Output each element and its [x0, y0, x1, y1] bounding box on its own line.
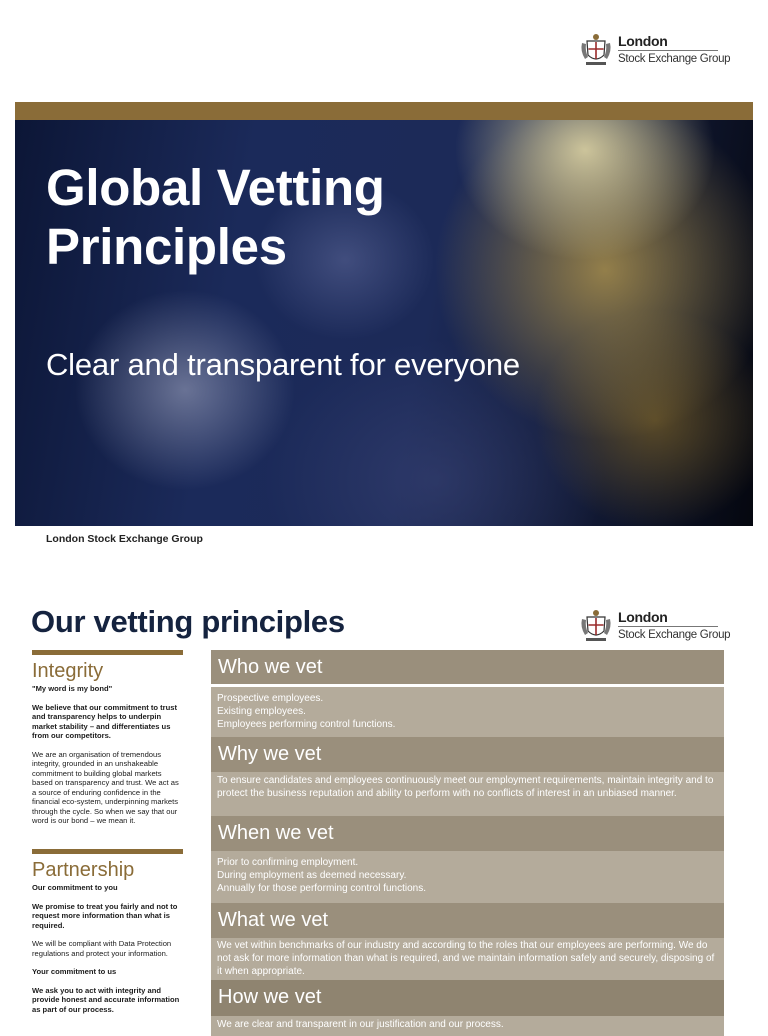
lseg-logo-page: [578, 607, 730, 643]
section-what-line: We vet within benchmarks of our industry and according to the roles that our employees are performing. We do not ask for more information than what is required, and we maintain information safely and securely, disposing of it when appropriate.: [217, 940, 715, 977]
vetting-panel: [211, 650, 724, 1030]
section-why-title: Why we vet: [211, 737, 724, 772]
section-who-title: Who we vet: [211, 650, 724, 687]
partnership-bold1: We promise to treat you fairly and not to request more information than what is required.: [32, 901, 178, 930]
integrity-body: We are an organisation of tremendous integrity, grounded in an unshakeable commitment to building global markets based on transparency and trust. We act as a source of enduring confidence in the financial eco-system, underpinning markets through the cycle. So when we say that our word is our bond – we mean it.: [32, 749, 179, 825]
cover-title-line1: Global Vetting: [46, 159, 385, 216]
page-heading: Our vetting principles: [31, 604, 345, 639]
logo-line1: London: [618, 32, 668, 49]
cover-subtitle: Clear and transparent for everyone: [46, 347, 520, 382]
lseg-logo-top: [578, 31, 730, 67]
section-why-body: [211, 772, 724, 816]
section-how-line: We are clear and transparent in our justification and our process.: [217, 1019, 504, 1030]
cover-gold-bar: [15, 102, 753, 120]
partnership-sub1: Our commitment to you: [32, 883, 118, 892]
logo-divider: [618, 626, 718, 627]
integrity-bold: We believe that our commitment to trust and transparency helps to underpin market stability – and differentiates us from our competitors.: [32, 702, 178, 740]
section-who-body: [211, 687, 724, 737]
section-why-line: To ensure candidates and employees continuously meet our employment requirements, maintain integrity and to protect the business reputation and ability to perform with no conflicts of interest in an unbiased manner.: [217, 775, 714, 799]
section-what-title: What we vet: [211, 903, 724, 938]
section-how-title: How we vet: [211, 980, 724, 1016]
partnership-section: [32, 849, 183, 1014]
logo-line2: Stock Exchange Group: [618, 628, 731, 641]
partnership-body1: We will be compliant with Data Protection regulations and protect your information.: [32, 939, 172, 958]
logo-line2: Stock Exchange Group: [618, 52, 731, 65]
partnership-sub2: Your commitment to us: [32, 967, 117, 976]
section-when-title: When we vet: [211, 816, 724, 851]
integrity-section: [32, 650, 183, 826]
section-how-body: [211, 1016, 724, 1036]
cover-hero-image: [15, 120, 753, 526]
integrity-title: Integrity: [32, 660, 104, 682]
integrity-divider: [32, 650, 183, 655]
cover-caption: London Stock Exchange Group: [46, 533, 203, 545]
cover-title-line2: Principles: [46, 218, 287, 275]
section-what-body: [211, 938, 724, 980]
section-when-line: Annually for those performing control functions.: [217, 883, 426, 894]
section-who-line: Prospective employees.: [217, 693, 324, 704]
section-when-line: Prior to confirming employment.: [217, 857, 359, 868]
logo-wordmark: [618, 33, 730, 66]
partnership-title: Partnership: [32, 859, 135, 881]
cover-title: [46, 158, 385, 276]
logo-divider: [618, 50, 718, 51]
section-when-body: [211, 851, 724, 903]
coat-of-arms-icon: [578, 607, 614, 643]
section-who-line: Existing employees.: [217, 706, 306, 717]
logo-line1: London: [618, 608, 668, 625]
section-who-line: Employees performing control functions.: [217, 719, 396, 730]
section-when-line: During employment as deemed necessary.: [217, 870, 407, 881]
integrity-quote: "My word is my bond": [32, 684, 113, 693]
partnership-bold2: We ask you to act with integrity and provide honest and accurate information as part of our process.: [32, 985, 180, 1014]
logo-wordmark: [618, 609, 730, 642]
partnership-divider: [32, 849, 183, 854]
coat-of-arms-icon: [578, 31, 614, 67]
